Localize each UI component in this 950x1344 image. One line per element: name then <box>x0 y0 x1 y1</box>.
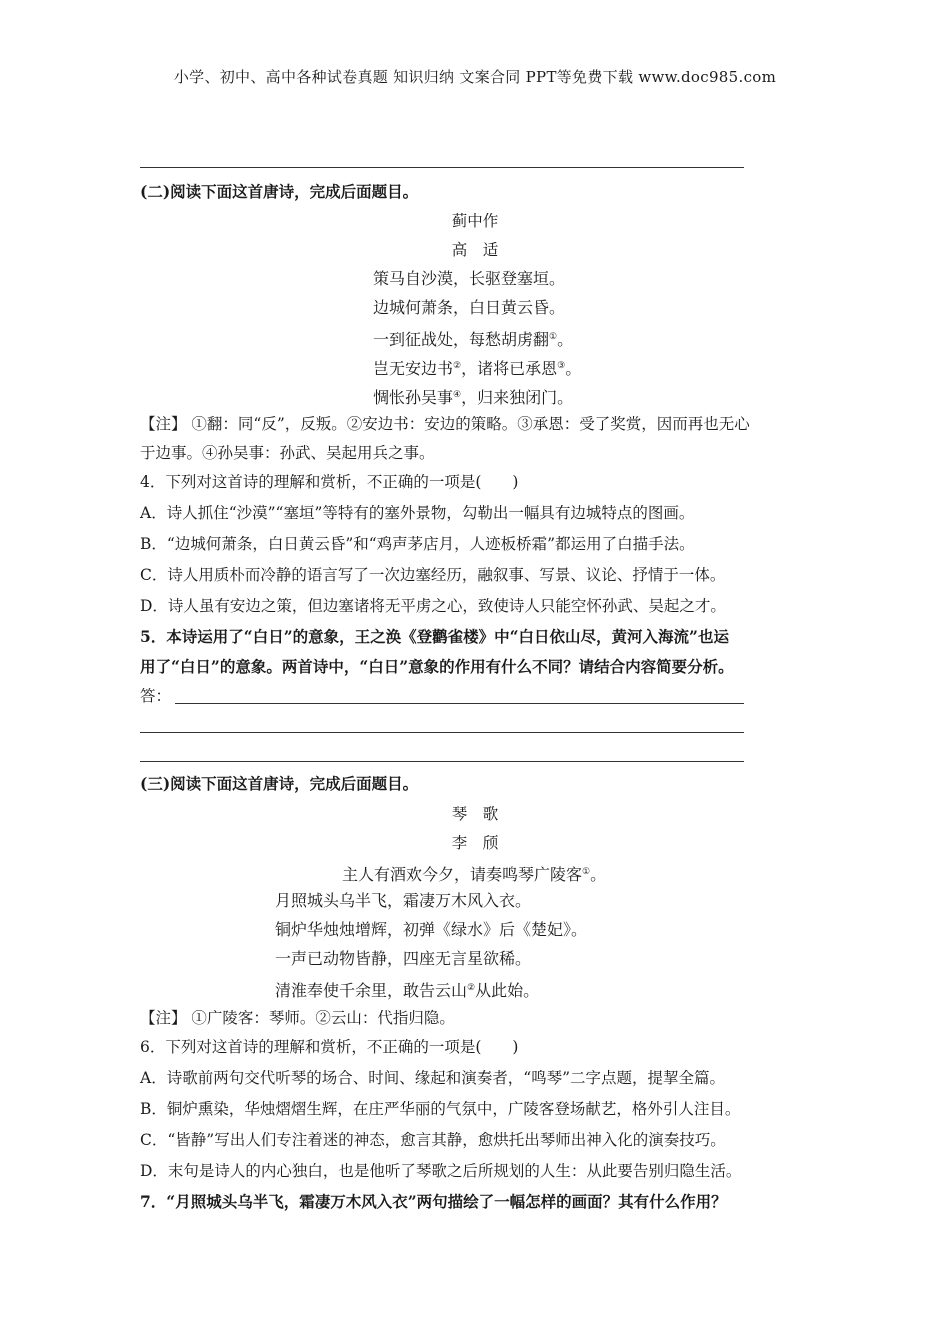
poem-line-tail: 。 <box>557 330 574 349</box>
footnote-marker: ① <box>549 332 558 342</box>
question-stem: 用了“白日”的意象。两首诗中，“白日”意象的作用有什么不同？请结合内容简要分析。 <box>140 657 734 676</box>
annotation-note: 【注】 ①广陵客：琴师。②云山：代指归隐。 <box>140 1009 455 1027</box>
poem-author: 高 适 <box>451 241 499 259</box>
poem-line: 边城何萧条，白日黄云昏。 <box>373 298 566 317</box>
footnote-marker: ③ <box>557 361 566 371</box>
annotation-note: 【注】 ①翻：同“反”，反叛。②安边书：安边的策略。③承恩：受了奖赏，因而再也无心 <box>140 415 750 433</box>
option-a: A．诗歌前两句交代听琴的场合、时间、缘起和演奏者，“鸣琴”二字点题，提挈全篇。 <box>140 1069 726 1087</box>
section-heading: (三)阅读下面这首唐诗，完成后面题目。 <box>140 774 419 793</box>
option-c: C．诗人用质朴而冷静的语言写了一次边塞经历，融叙事、写景、议论、抒情于一体。 <box>140 566 726 584</box>
section-heading: (二)阅读下面这首唐诗，完成后面题目。 <box>140 182 419 201</box>
option-d: D．末句是诗人的内心独白，也是他听了琴歌之后所规划的人生：从此要告别归隐生活。 <box>140 1162 742 1180</box>
poem-line-text: 惆怅孙吴事 <box>373 388 454 407</box>
option-d: D．诗人虽有安边之策，但边塞诸将无平虏之心，致使诗人只能空怀孙武、吴起之才。 <box>140 597 726 615</box>
poem-line: 月照城头乌半飞，霜凄万木风入衣。 <box>275 891 532 910</box>
poem-line-text: ，归来独闭门。 <box>461 388 574 407</box>
poem-line <box>275 976 539 1003</box>
poem-line-tail: 。 <box>590 865 607 884</box>
poem-line-text: ，诸将已承恩 <box>461 359 558 378</box>
answer-line <box>140 167 744 168</box>
poem-line: 策马自沙漠，长驱登塞垣。 <box>373 269 566 288</box>
question-stem: 7．“月照城头乌半飞，霜凄万木风入衣”两句描绘了一幅怎样的画面？其有什么作用？ <box>140 1192 727 1211</box>
poem-line <box>373 325 573 352</box>
answer-line[interactable] <box>140 761 744 762</box>
question-stem: 5．本诗运用了“白日”的意象，王之涣《登鹳雀楼》中“白日依山尽，黄河入海流”也运 <box>140 627 729 646</box>
poem-line <box>373 354 581 381</box>
page-header: 小学、初中、高中各种试卷真题 知识归纳 文案合同 PPT等免费下载 www.doc985.com <box>173 68 777 86</box>
annotation-note: 于边事。④孙吴事：孙武、吴起用兵之事。 <box>140 444 435 462</box>
question-stem: 6．下列对这首诗的理解和赏析，不正确的一项是( ) <box>140 1038 519 1056</box>
poem-line <box>373 383 573 410</box>
option-c: C．“皆静”写出人们专注着迷的神态，愈言其静，愈烘托出琴师出神入化的演奏技巧。 <box>140 1131 726 1149</box>
answer-line[interactable] <box>175 703 744 704</box>
poem-line: 铜炉华烛烛增辉，初弹《绿水》后《楚妃》。 <box>275 920 588 939</box>
question-stem: 4．下列对这首诗的理解和赏析，不正确的一项是( ) <box>140 473 519 491</box>
poem-line <box>342 860 606 887</box>
poem-line-text: 清淮奉使千余里，敢告云山 <box>275 981 468 1000</box>
footnote-marker: ① <box>582 867 591 877</box>
poem-line-tail: 。 <box>565 359 582 378</box>
poem-line-text: 岂无安边书 <box>373 359 454 378</box>
poem-title: 蓟中作 <box>451 212 499 230</box>
poem-line-text: 主人有酒欢今夕，请奏鸣琴广陵客 <box>342 865 583 884</box>
footnote-marker: ② <box>467 983 476 993</box>
option-a: A．诗人抓住“沙漠”“塞垣”等特有的塞外景物，勾勒出一幅具有边城特点的图画。 <box>140 504 695 522</box>
option-b: B．铜炉熏染，华烛熠熠生辉，在庄严华丽的气氛中，广陵客登场献艺，格外引人注目。 <box>140 1100 741 1118</box>
poem-line: 一声已动物皆静，四座无言星欲稀。 <box>275 949 532 968</box>
footnote-marker: ② <box>453 361 462 371</box>
poem-title: 琴 歌 <box>451 805 499 823</box>
poem-line-text: 从此始。 <box>475 981 540 1000</box>
footnote-marker: ④ <box>453 390 462 400</box>
answer-line[interactable] <box>140 732 744 733</box>
answer-label: 答： <box>140 687 172 705</box>
poem-author: 李 颀 <box>451 834 499 852</box>
poem-line-text: 一到征战处，每愁胡虏翻 <box>373 330 550 349</box>
option-b: B．“边城何萧条，白日黄云昏”和“鸡声茅店月，人迹板桥霜”都运用了白描手法。 <box>140 535 695 553</box>
